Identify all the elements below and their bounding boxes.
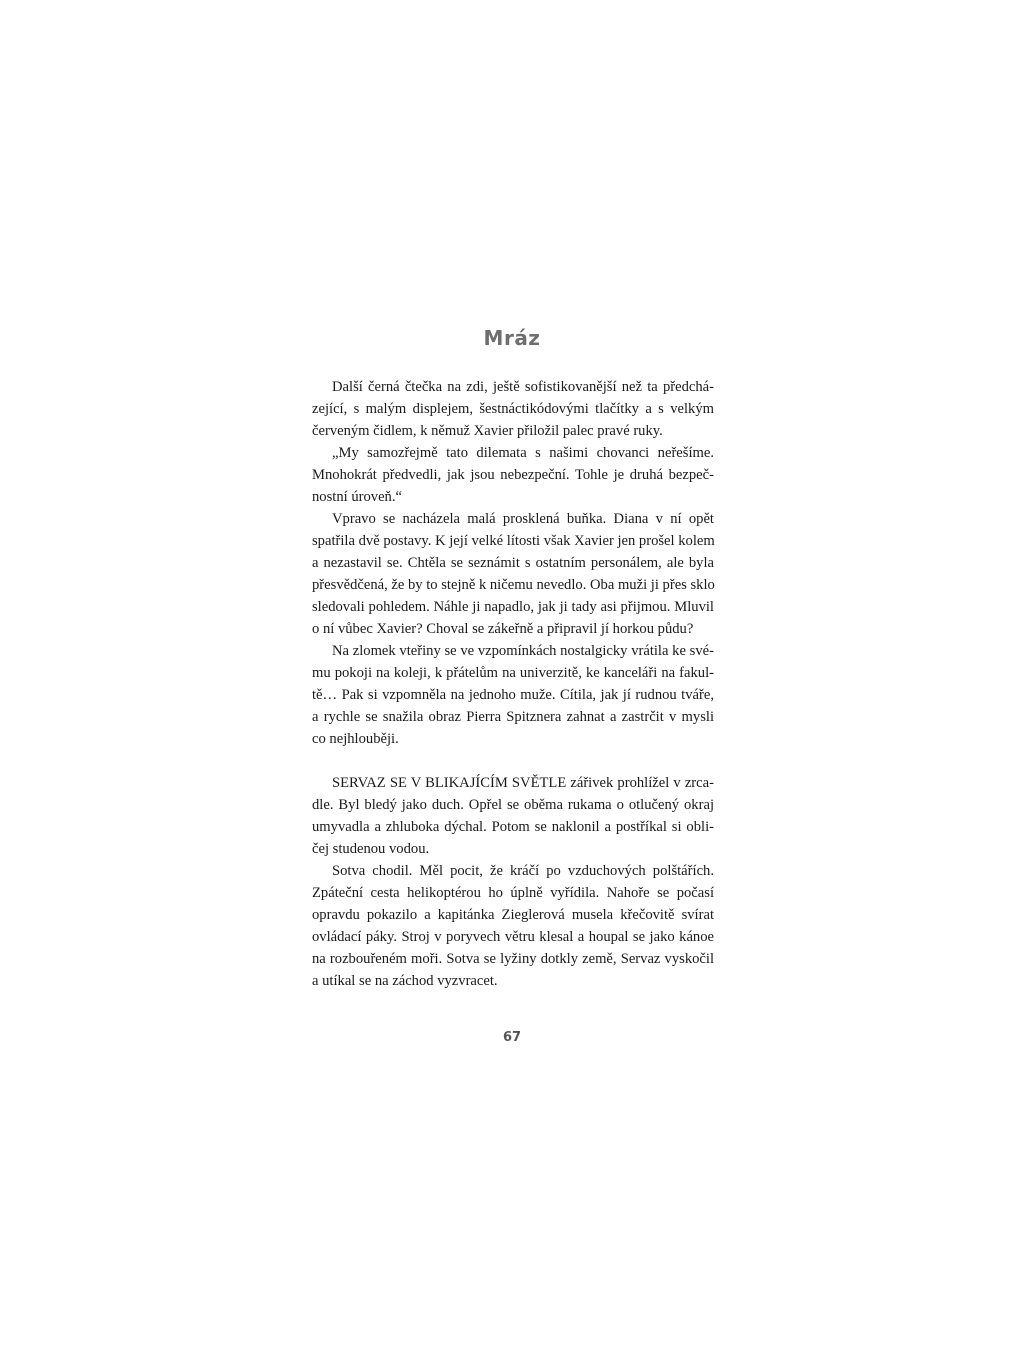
- paragraph: [312, 640, 714, 750]
- text-line: co nejhlouběji.: [312, 731, 399, 747]
- text-line: tě… Pak si vzpomněla na jednoho muže. Cítila, jak jí rudnou tváře,: [312, 687, 714, 703]
- text-line: přesvědčená, že by to stejně k ničemu nevedlo. Oba muži ji přes sklo: [312, 577, 715, 593]
- text-line: a rychle se snažila obraz Pierra Spitznera zahnat a zastrčit v mysli: [312, 709, 714, 725]
- text-line: o ní vůbec Xavier? Choval se zákeřně a připravil jí horkou půdu?: [312, 621, 694, 637]
- text-line: čej studenou vodou.: [312, 841, 430, 857]
- text-line: opravdu pokazilo a kapitánka Zieglerová musela křečovitě svírat: [312, 907, 714, 923]
- paragraph: [312, 772, 714, 860]
- text-line: Vpravo se nacházela malá prosklená buňka. Diana v ní opět: [332, 511, 714, 527]
- text-line: umyvadla a zhluboka dýchal. Potom se naklonil a postříkal si obli-: [312, 819, 714, 835]
- page-number: 67: [502, 1030, 522, 1045]
- text-line: a utíkal se na záchod vyzvracet.: [312, 973, 498, 989]
- text-line: Mnohokrát předvedli, jak jsou nebezpeční. Tohle je druhá bezpeč-: [312, 467, 714, 483]
- text-line: „My samozřejmě tato dilemata s našimi chovanci neřešíme.: [332, 445, 714, 461]
- text-line: mu pokoji na koleji, k přátelům na univerzitě, ke kanceláři na fakul-: [312, 665, 714, 681]
- text-line: a nezastavil se. Chtěla se seznámit s ostatním personálem, ale byla: [312, 555, 714, 571]
- text-line: na rozbouřeném moři. Sotva se lyžiny dotkly země, Servaz vyskočil: [312, 951, 714, 967]
- text-line: spatřila dvě postavy. K její velké lítosti však Xavier jen prošel kolem: [312, 533, 715, 549]
- text-line: zející, s malým displejem, šestnáctikódovými tlačítky a s velkým: [312, 401, 714, 417]
- text-line: dle. Byl bledý jako duch. Opřel se oběma rukama o otlučený okraj: [312, 797, 714, 813]
- section-break: [312, 750, 714, 772]
- text-line: nostní úroveň.“: [312, 489, 402, 505]
- body-text: [312, 376, 714, 992]
- text-line: ovládací páky. Stroj v poryvech větru klesal a houpal se jako kánoe: [312, 929, 714, 945]
- text-line: Další černá čtečka na zdi, ještě sofistikovanější než ta předchá-: [332, 379, 714, 395]
- text-line: Zpáteční cesta helikoptérou ho úplně vyřídila. Nahoře se počasí: [312, 885, 714, 901]
- text-line: Sotva chodil. Měl pocit, že kráčí po vzduchových polštářích.: [332, 863, 714, 879]
- paragraph: [312, 376, 714, 442]
- paragraph: [312, 508, 714, 640]
- text-line: Na zlomek vteřiny se ve vzpomínkách nostalgicky vrátila ke své-: [332, 643, 714, 659]
- text-line: sledovali pohledem. Náhle ji napadlo, jak ji tady asi přijmou. Mluvil: [312, 599, 714, 615]
- paragraph: [312, 442, 714, 508]
- text-line: červeným čidlem, k němuž Xavier přiložil palec pravé ruky.: [312, 423, 663, 439]
- running-title: Mráz: [483, 326, 541, 350]
- paragraph: [312, 860, 714, 992]
- text-line: SERVAZ SE V BLIKAJÍCÍM SVĚTLE zářivek prohlížel v zrca-: [332, 775, 714, 791]
